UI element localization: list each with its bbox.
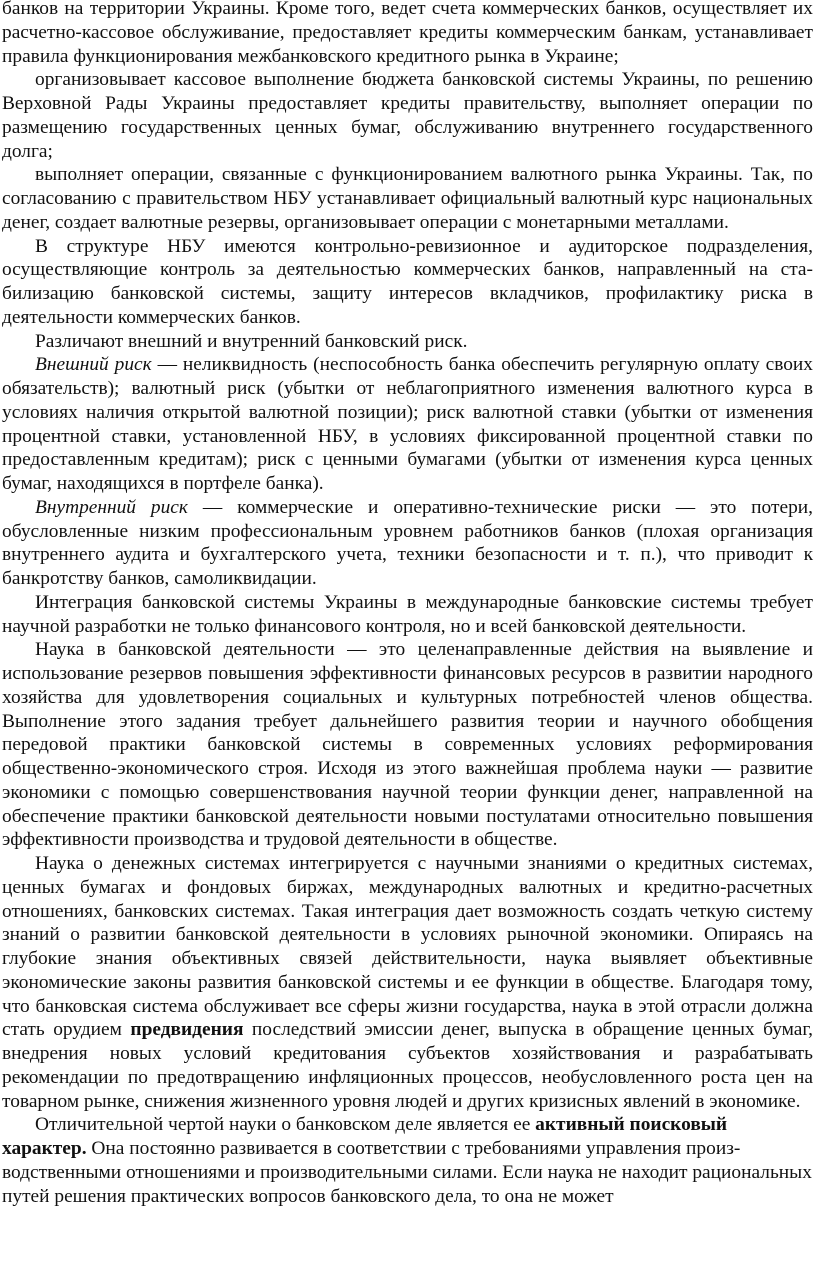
term-active-search: активный поисковый характер. [2, 1114, 728, 1159]
active-search-text-start: Отличительной чертой науки о банковском деле является ее [35, 1114, 536, 1136]
paragraph-internal-risk [2, 496, 813, 591]
paragraph-science-banking: Наука в банковской деятельности — это целенаправленные действия на выявление и использование резервов повышения эффективности финансовых ресурсов в развитии народного хозяйства для удовлетворения социальных и культурных потребностей членов общества. Выполнение этого задания требует дальнейшего развития теории и научного обобщения передовой практики банковской системы в современных условиях реформирования общественно-экономического строя. Исходя из этого важнейшая проблема науки — развитие экономики с помощью совершенствования научной теории функции денег, направленной на обеспечение практики банковской деятельности новыми постулатами относительно повышения эффективности производства и трудовой деятельности в обществе. [2, 639, 813, 851]
active-search-text-end: Она постоянно развивается в соответствии с требованиями управления произ-водственными отношениями и производительными силами. Если наука не находит рациональных путей решения практических вопросов банковского дела, то она не может [2, 1138, 812, 1207]
term-external-risk: Внешний риск [35, 354, 152, 376]
paragraph-risk-types: Различают внешний и внутренний банковский риск. [35, 330, 468, 352]
term-foresight: предвидения [130, 1019, 244, 1041]
monetary-science-text-end: последствий эмиссии денег, выпуска в обращение ценных бумаг, внедрения новых условий кредитования субъектов хозяйствования и разрабатывать рекомендации по предотвращению инфляционных процессов, необусловленного роста цен на товарном рынке, снижения жизненного уровня людей и других кризисных явлений в экономике. [2, 1019, 813, 1112]
paragraph-nbu-currency: выполняет операции, связанные с функционированием валютного рынка Украины. Так, по согласованию с правительством НБУ устанавливает официальный валютный курс национальных денег, создает валютные резервы, организовывает операции с монетарными металлами. [2, 164, 813, 233]
paragraph-active-search [2, 1113, 813, 1208]
monetary-science-text-start: Наука о денежных системах интегрируется с научными знаниями о кредитных системах, ценных бумагах и фондовых биржах, международных валютных и кредитно-расчетных отношениях, банковских системах. Такая интеграция дает возможность создать четкую систему знаний о развитии банковской деятельности в условиях рыночной экономики. Опираясь на глубокие знания объективных связей действительности, наука выявляет объективные экономические законы развития банковской системы и ее функции в обществе. Благодаря тому, что банковская система обслуживает все сферы жизни государства, наука в этой отрасли должна стать орудием [2, 853, 813, 1041]
paragraph-external-risk [2, 353, 813, 496]
paragraph-integration: Интеграция банковской системы Украины в международные банковские системы требует научной разработки не только финансового контроля, но и всей банковской деятельности. [2, 591, 813, 637]
term-internal-risk: Внутренний риск [35, 496, 188, 518]
paragraph-nbu-commercial-banks: банков на территории Украины. Кроме того, ведет счета коммерческих банков, осуществляет их расчетно-кассовое обслуживание, предоставляет кредиты коммерческим банкам, устанавливает правила функционирования межбанковского кредитного рынка в Украине; [2, 0, 813, 67]
paragraph-nbu-budget: организовывает кассовое выполнение бюджета банковской системы Украины, по решению Верховной Рады Украины предоставляет кредиты правительству, выполняет операции по размещению государственных ценных бумаг, обслуживанию внутреннего государственного долга; [2, 69, 813, 162]
internal-risk-text: — коммерческие и оперативно-технические риски — это потери, обусловленные низким профессиональным уровнем работников банков (плохая организация внутреннего аудита и бухгалтерского учета, техники безопасности и т. п.), что приводит к банкротству банков, самоликвидации. [2, 496, 813, 589]
external-risk-text: — неликвидность (неспособность банка обеспечить регулярную оплату своих обязательств); валютный риск (убытки от неблагоприятного изменения валютного курса в условиях наличия открытой валютной позиции); риск валютной ставки (убытки от изменения процентной ставки, установленной НБУ, в условиях фиксированной процентной ставки по предоставленным кредитам); риск с ценными бумагами (убытки от изменения курса ценных бумаг, находящихся в портфеле банка). [2, 354, 813, 494]
paragraph-nbu-structure: В структуре НБУ имеются контрольно-ревизионное и аудиторское подразделения, осуществляющие контроль за деятельностью коммерческих банков, направленный на ста-билизацию банковской системы, защиту интересов вкладчиков, профилактику риска в деятельности коммерческих банков. [2, 235, 813, 328]
paragraph-monetary-science [2, 852, 813, 1113]
